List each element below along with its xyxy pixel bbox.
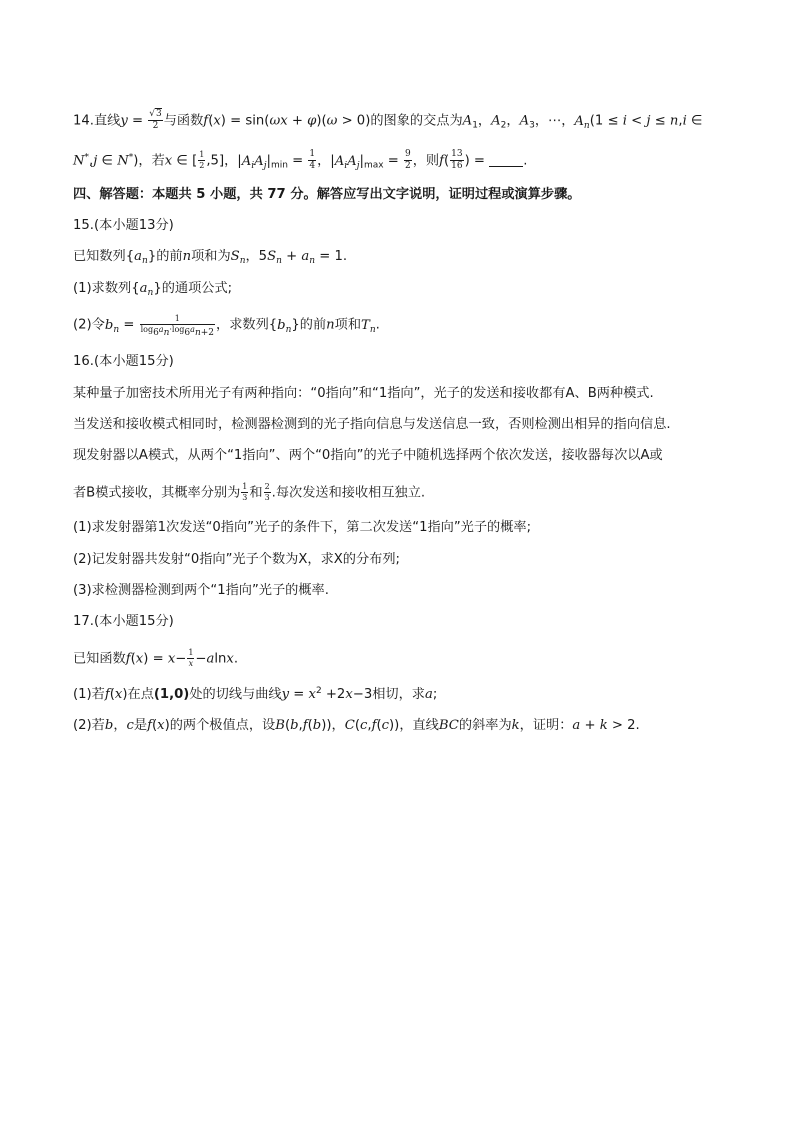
q16-line1: 某种量子加密技术所用光子有两种指向：“0指向”和“1指向”，光子的发送和接收都有A、B两种模式. bbox=[73, 386, 654, 401]
q16-line2: 当发送和接收模式相同时，检测器检测到的光子指向信息与发送信息一致，否则检测出相异的指向信息. bbox=[73, 417, 671, 432]
q16-part1: (1)求发射器第1次发送“0指向”光子的条件下，第二次发送“1指向”光子的概率; bbox=[73, 520, 532, 535]
q17-header: 17.(本小题15分) bbox=[73, 614, 174, 629]
answer-blank[interactable] bbox=[489, 154, 523, 167]
q17-part2: (2)若b，c是f(x)的两个极值点，设B(b,f(b))，C(c,f(c))，直线BC的斜率为k，证明：a + k > 2. bbox=[73, 718, 640, 733]
q15-header: 15.(本小题13分) bbox=[73, 218, 174, 233]
section-heading: 四、解答题：本题共 5 小题，共 77 分。解答应写出文字说明，证明过程或演算步骤。 bbox=[73, 187, 581, 202]
q16-part2: (2)记发射器共发射“0指向”光子个数为X，求X的分布列; bbox=[73, 552, 400, 567]
fraction-sqrt3-over-2: $\frac{√3}{2}$ bbox=[149, 109, 162, 131]
q16-header: 16.(本小题15分) bbox=[73, 354, 174, 369]
q17-part1: (1)若f(x)在点(1,0)处的切线与曲线$y = x^2 +2x-3$相切，求a; bbox=[73, 686, 438, 702]
q17-stem: 已知函数f(x) = x− $\frac{1}{x}$ −alnx. bbox=[73, 648, 239, 668]
q15-part2: (2)令$b_n$ = $\frac{1}{\log_6a_n\cdot\log_6a_{n+2}}$ ，求数列$\{b_n\}$的前n项和$T_n$. bbox=[73, 314, 380, 338]
q14-line2: N*,j ∈ N*)，若x ∈ [ $\frac{1}{2}$ ,5]，$|A_iA_j|_{min}$ = $\frac{1}{4}$ ，$|A_iA_j|_{max}$ = $\frac{9}{2}$ ，则f( $\frac{13}{16}$ ) = . bbox=[73, 149, 528, 171]
q15-stem: 已知数列$\{a_n\}$的前n项和为$S_n$，$5S_n + a_n = 1$. bbox=[73, 249, 348, 266]
q14-number: 14. bbox=[73, 113, 94, 129]
q16-part3: (3)求检测器检测到两个“1指向”光子的概率. bbox=[73, 583, 329, 598]
q14-line1: 14.直线y = $\frac{√3}{2}$ 与函数f(x) = sin(ωx + φ)(ω > 0)的图象的交点为$A_1$，$A_2$，$A_3$，⋯，$A_n(1 \le i < j \le n,i$ ∈ bbox=[73, 109, 703, 131]
q15-part1: (1)求数列$\{a_n\}$的通项公式; bbox=[73, 281, 233, 298]
q16-line3: 现发射器以A模式，从两个“1指向”、两个“0指向”的光子中随机选择两个依次发送，接收器每次以A或 bbox=[73, 448, 663, 463]
q16-line4: 者B模式接收，其概率分别为 $\frac{1}{3}$ 和 $\frac{2}{3}$ .每次发送和接收相互独立. bbox=[73, 482, 426, 502]
